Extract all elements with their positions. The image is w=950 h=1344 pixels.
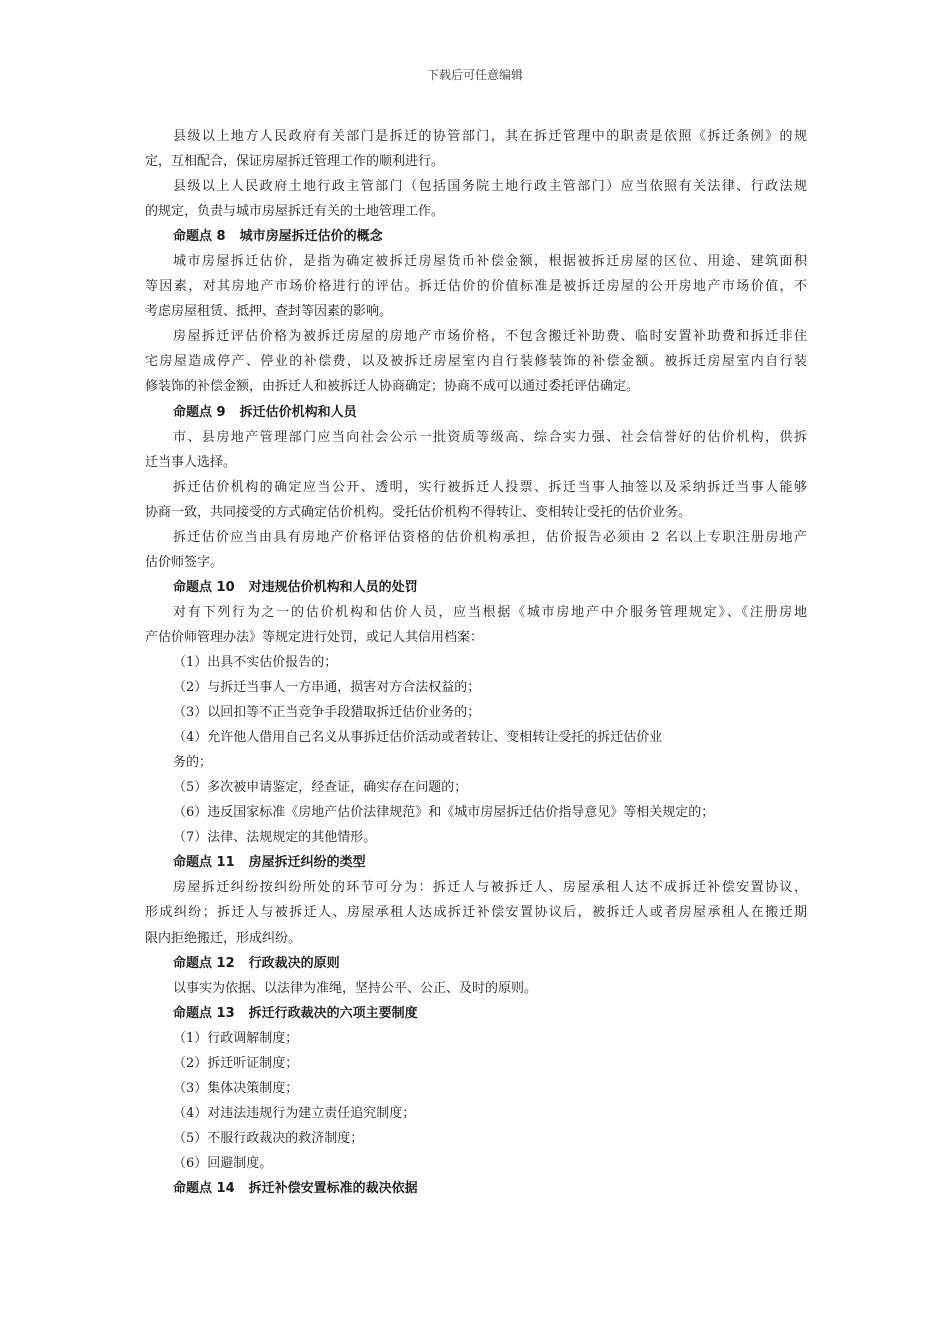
paragraph-line: 修装饰的补偿金额，由拆迁人和被拆迁人协商确定；协商不成可以通过委托评估确定。	[145, 379, 640, 395]
heading-title: 行政裁决的原则	[248, 955, 340, 971]
list-item: （4）允许他人借用自己名义从事拆迁估价活动或者转让、变相转让受托的拆迁估价业	[173, 730, 663, 746]
heading-number: 命题点 11	[173, 855, 235, 871]
list-item: （3）以回扣等不正当竞争手段猎取拆迁估价业务的；	[173, 705, 481, 721]
section-heading	[145, 575, 807, 600]
paragraph-line: 对有下列行为之一的估价机构和估价人员，应当根据《城市房地产中介服务管理规定》、《注册房地	[173, 604, 807, 620]
paragraph-line: 估价师签字。	[145, 554, 224, 570]
paragraph-line: 宅房屋造成停产、停业的补偿费，以及被拆迁房屋室内自行装修装饰的补偿金额。被拆迁房屋室内自行装	[145, 354, 807, 370]
list-item: （1）出具不实估价报告的；	[173, 654, 338, 670]
paragraph-line: 等因素，对其房地产市场价格进行的评估。拆迁估价的价值标准是被拆迁房屋的公开房地产市场价值，不	[145, 279, 807, 295]
heading-number: 命题点 13	[173, 1005, 235, 1021]
list-item: （3）集体决策制度；	[173, 1080, 299, 1096]
paragraph-line: 市、县房地产管理部门应当向社会公示一批资质等级高、综合实力强、社会信誉好的估价机构，供拆	[173, 429, 807, 445]
list-item: （4）对违法违规行为建立责任追究制度；	[173, 1105, 416, 1121]
paragraph-line: 定，互相配合，保证房屋拆迁管理工作的顺利进行。	[145, 154, 445, 170]
heading-title: 对违规估价机构和人员的处罚	[248, 579, 418, 595]
paragraph-line: 县级以上地方人民政府有关部门是拆迁的协管部门，其在拆迁管理中的职责是依照《拆迁条例》的规	[173, 129, 807, 144]
heading-number: 命题点 8	[173, 229, 226, 245]
paragraph-line: 拆迁估价应当由具有房地产价格评估资格的估价机构承担，估价报告必须由 2 名以上专职注册房地产	[173, 529, 807, 545]
heading-number: 命题点 14	[173, 1180, 235, 1196]
paragraph-line: 限内拒绝搬迁，形成纠纷。	[145, 930, 302, 946]
paragraph-line: 房屋拆迁纠纷按纠纷所处的环节可分为：拆迁人与被拆迁人、房屋承租人达不成拆迁补偿安置协议，	[173, 880, 807, 896]
section-heading	[145, 850, 807, 875]
list-item: （5）不服行政裁决的救济制度；	[173, 1130, 364, 1146]
section-heading	[145, 224, 807, 249]
paragraph-line: 拆迁估价机构的确定应当公开、透明，实行被拆迁人投票、拆迁当事人抽签以及采纳拆迁当事人能够	[173, 479, 807, 495]
paragraph-line: 产估价师管理办法》等规定进行处罚，或记人其信用档案：	[145, 629, 484, 645]
heading-number: 命题点 9	[173, 404, 226, 420]
list-item: （1）行政调解制度；	[173, 1030, 299, 1046]
list-item: （6）违反国家标准《房地产估价法律规范》和《城市房屋拆迁估价指导意见》等相关规定的；	[173, 805, 715, 821]
paragraph-line: 房屋拆迁评估价格为被拆迁房屋的房地产市场价格，不包含搬迁补助费、临时安置补助费和拆迁非住	[173, 329, 807, 345]
paragraph-line: 县级以上人民政府土地行政主管部门（包括国务院土地行政主管部门）应当依照有关法律、行政法规	[173, 179, 807, 195]
list-item: （6）回避制度。	[173, 1155, 273, 1171]
section-heading	[145, 951, 807, 976]
heading-title: 城市房屋拆迁估价的概念	[239, 229, 383, 245]
paragraph-line: 以事实为依据、以法律为准绳，坚持公平、公正、及时的原则。	[173, 980, 538, 996]
paragraph-line: 考虑房屋租赁、抵押、查封等因素的影响。	[145, 304, 393, 320]
list-item: （2）拆迁听证制度；	[173, 1055, 299, 1071]
section-heading	[145, 1176, 807, 1201]
paragraph-line: 务的；	[173, 755, 213, 771]
list-item: （7）法律、法规规定的其他情形。	[173, 830, 377, 846]
heading-title: 拆迁补偿安置标准的裁决依据	[248, 1180, 418, 1196]
page-header: 下载后可任意编辑	[426, 68, 523, 82]
heading-title: 拆迁行政裁决的六项主要制度	[248, 1005, 418, 1021]
paragraph-line: 城市房屋拆迁估价，是指为确定被拆迁房屋货币补偿金额，根据被拆迁房屋的区位、用途、建筑面积	[173, 254, 807, 270]
list-item: （5）多次被申请鉴定，经查证，确实存在问题的；	[173, 780, 468, 796]
paragraph-line: 形成纠纷；拆迁人与被拆迁人、房屋承租人达成拆迁补偿安置协议后，被拆迁人或者房屋承租人在搬迁期	[145, 905, 807, 921]
list-item: （2）与拆迁当事人一方串通，损害对方合法权益的；	[173, 680, 481, 696]
paragraph-line: 的规定，负责与城市房屋拆迁有关的土地管理工作。	[145, 204, 445, 220]
heading-title: 拆迁估价机构和人员	[239, 404, 357, 420]
heading-number: 命题点 10	[173, 579, 235, 595]
heading-title: 房屋拆迁纠纷的类型	[248, 855, 366, 871]
paragraph-line: 协商一致，共同接受的方式确定估价机构。受托估价机构不得转让、变相转让受托的估价业务。	[145, 504, 692, 520]
section-heading	[145, 1001, 807, 1026]
section-heading	[145, 400, 807, 425]
document-body	[145, 124, 807, 1201]
paragraph-line: 迁当事人选择。	[145, 454, 237, 470]
heading-number: 命题点 12	[173, 955, 235, 971]
